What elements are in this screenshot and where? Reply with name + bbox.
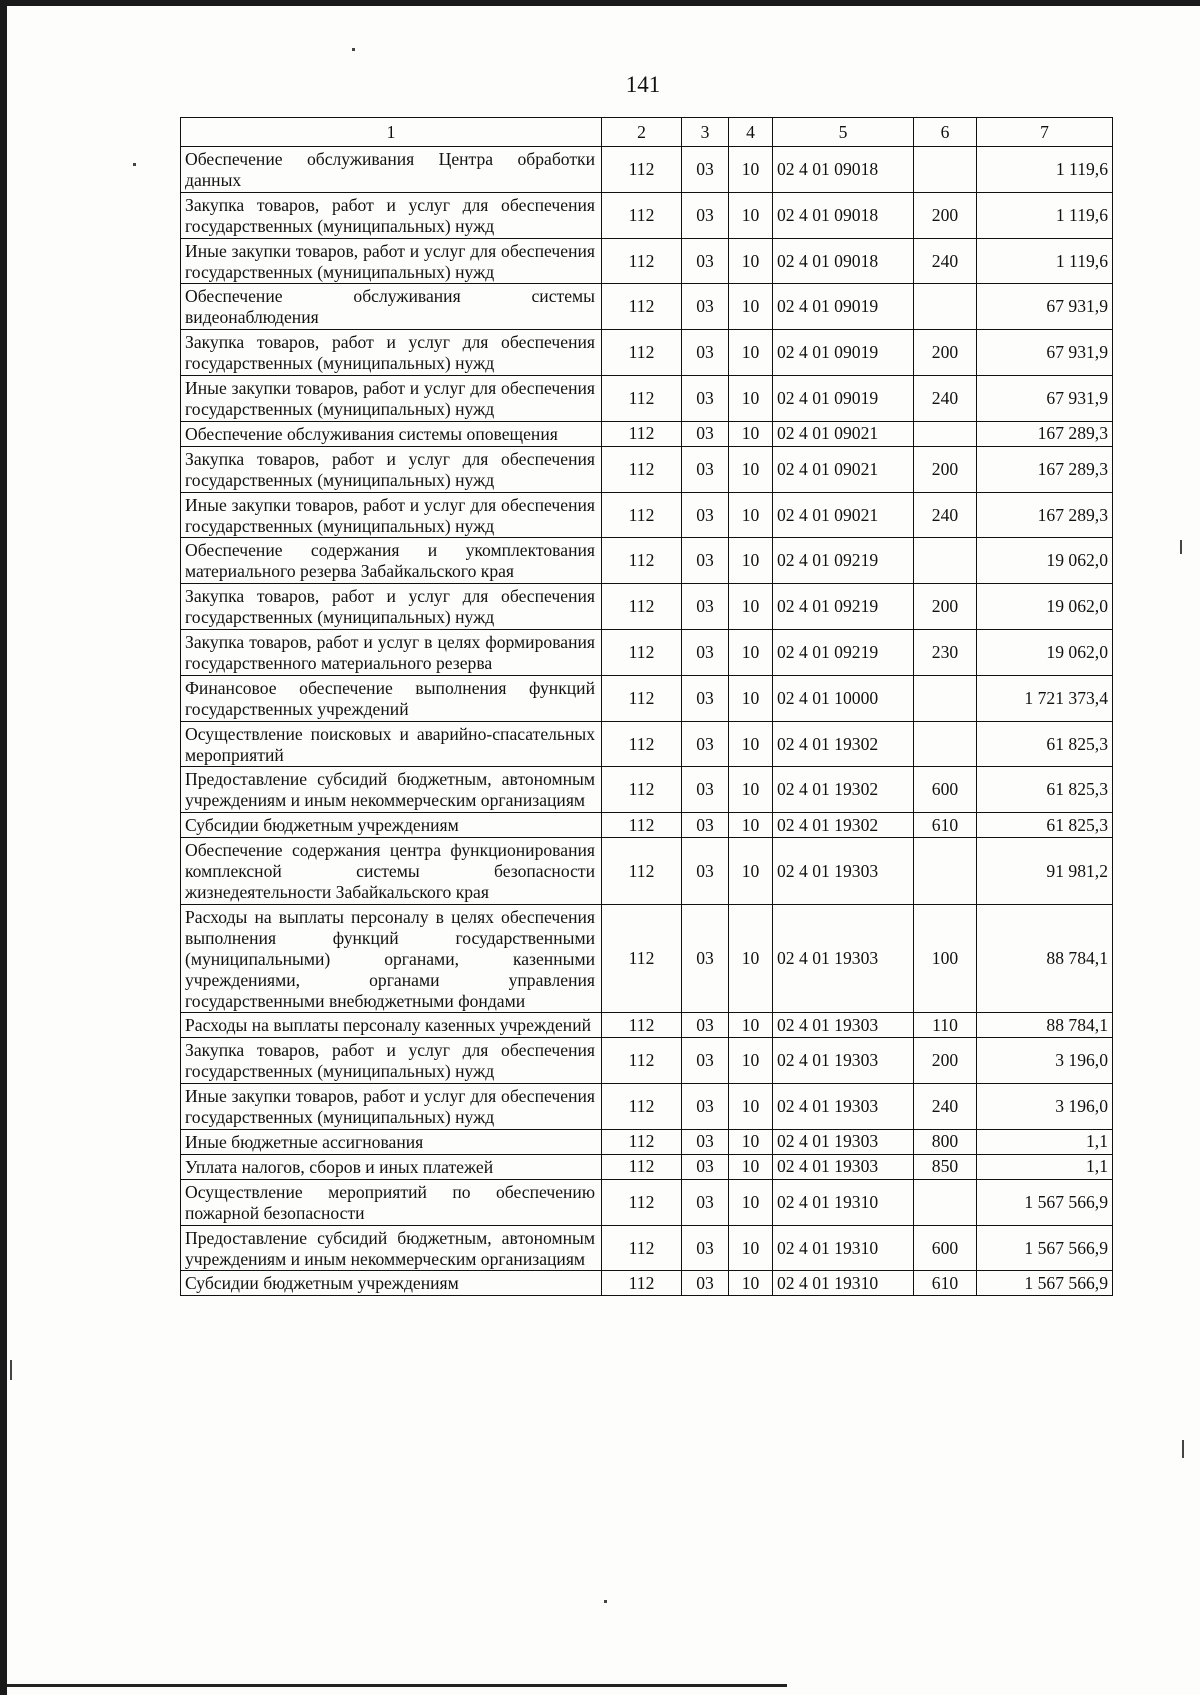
expense-type-cell: 240: [914, 238, 977, 284]
expense-type-cell: [914, 1179, 977, 1225]
expense-type-cell: 600: [914, 767, 977, 813]
expense-name-cell: Закупка товаров, работ и услуг для обеспечения государственных (муниципальных) нужд: [181, 192, 602, 238]
expense-name-cell: Уплата налогов, сборов и иных платежей: [181, 1154, 602, 1179]
expense-name-cell: Закупка товаров, работ и услуг для обеспечения государственных (муниципальных) нужд: [181, 330, 602, 376]
amount-cell: 3 196,0: [977, 1038, 1113, 1084]
table-row: [181, 492, 1113, 538]
amount-cell: 61 825,3: [977, 813, 1113, 838]
section-code-cell: 03: [682, 330, 729, 376]
department-code-cell: 112: [602, 904, 682, 1013]
scan-speck: [604, 1600, 607, 1603]
table-row: [181, 1271, 1113, 1296]
department-code-cell: 112: [602, 1179, 682, 1225]
target-article-cell: 02 4 01 09219: [773, 630, 914, 676]
table-row: [181, 838, 1113, 905]
amount-cell: 1 567 566,9: [977, 1225, 1113, 1271]
table-row: [181, 446, 1113, 492]
subsection-code-cell: 10: [729, 446, 773, 492]
expense-name-cell: Обеспечение обслуживания Центра обработки данных: [181, 147, 602, 193]
expense-name-cell: Обеспечение обслуживания системы оповещения: [181, 421, 602, 446]
amount-cell: 1 567 566,9: [977, 1179, 1113, 1225]
expense-name-cell: Субсидии бюджетным учреждениям: [181, 1271, 602, 1296]
expense-type-cell: 240: [914, 376, 977, 422]
column-header: 1: [181, 118, 602, 147]
subsection-code-cell: 10: [729, 767, 773, 813]
section-code-cell: 03: [682, 421, 729, 446]
department-code-cell: 112: [602, 538, 682, 584]
expense-type-cell: 200: [914, 330, 977, 376]
subsection-code-cell: 10: [729, 1038, 773, 1084]
target-article-cell: 02 4 01 10000: [773, 675, 914, 721]
scan-speck: [133, 163, 136, 166]
expense-name-cell: Обеспечение обслуживания системы видеонаблюдения: [181, 284, 602, 330]
department-code-cell: 112: [602, 1129, 682, 1154]
amount-cell: 1,1: [977, 1129, 1113, 1154]
scan-border-bottom: [7, 1684, 787, 1687]
expense-name-cell: Осуществление поисковых и аварийно-спасательных мероприятий: [181, 721, 602, 767]
department-code-cell: 112: [602, 147, 682, 193]
subsection-code-cell: 10: [729, 838, 773, 905]
expense-type-cell: [914, 675, 977, 721]
subsection-code-cell: 10: [729, 421, 773, 446]
expense-type-cell: [914, 284, 977, 330]
department-code-cell: 112: [602, 376, 682, 422]
table-row: [181, 767, 1113, 813]
subsection-code-cell: 10: [729, 1225, 773, 1271]
department-code-cell: 112: [602, 1013, 682, 1038]
table-row: [181, 1013, 1113, 1038]
column-header: 7: [977, 118, 1113, 147]
department-code-cell: 112: [602, 1038, 682, 1084]
department-code-cell: 112: [602, 675, 682, 721]
expense-type-cell: 200: [914, 584, 977, 630]
department-code-cell: 112: [602, 813, 682, 838]
target-article-cell: 02 4 01 19303: [773, 1154, 914, 1179]
expense-type-cell: 610: [914, 1271, 977, 1296]
page-number: 141: [625, 72, 661, 97]
subsection-code-cell: 10: [729, 147, 773, 193]
expense-type-cell: 240: [914, 1084, 977, 1130]
table-row: [181, 584, 1113, 630]
amount-cell: 1 119,6: [977, 192, 1113, 238]
target-article-cell: 02 4 01 19303: [773, 904, 914, 1013]
scan-border-top: [0, 0, 1200, 6]
expense-type-cell: 600: [914, 1225, 977, 1271]
target-article-cell: 02 4 01 19310: [773, 1271, 914, 1296]
expense-type-cell: 850: [914, 1154, 977, 1179]
department-code-cell: 112: [602, 192, 682, 238]
expense-name-cell: Закупка товаров, работ и услуг для обеспечения государственных (муниципальных) нужд: [181, 584, 602, 630]
subsection-code-cell: 10: [729, 192, 773, 238]
table-row: [181, 1154, 1113, 1179]
target-article-cell: 02 4 01 19303: [773, 1084, 914, 1130]
expense-type-cell: 240: [914, 492, 977, 538]
department-code-cell: 112: [602, 1154, 682, 1179]
amount-cell: 1 119,6: [977, 238, 1113, 284]
subsection-code-cell: 10: [729, 1154, 773, 1179]
column-header: 6: [914, 118, 977, 147]
target-article-cell: 02 4 01 09021: [773, 446, 914, 492]
scan-speck: [10, 1360, 12, 1380]
section-code-cell: 03: [682, 630, 729, 676]
department-code-cell: 112: [602, 721, 682, 767]
section-code-cell: 03: [682, 1154, 729, 1179]
target-article-cell: 02 4 01 09219: [773, 584, 914, 630]
target-article-cell: 02 4 01 09019: [773, 330, 914, 376]
column-header: 3: [682, 118, 729, 147]
department-code-cell: 112: [602, 284, 682, 330]
department-code-cell: 112: [602, 1225, 682, 1271]
subsection-code-cell: 10: [729, 1013, 773, 1038]
section-code-cell: 03: [682, 492, 729, 538]
expense-name-cell: Обеспечение содержания центра функционирования комплексной системы безопасности жизнедеятельности Забайкальского края: [181, 838, 602, 905]
amount-cell: 19 062,0: [977, 630, 1113, 676]
amount-cell: 61 825,3: [977, 721, 1113, 767]
scan-speck: [1182, 1440, 1184, 1458]
amount-cell: 167 289,3: [977, 421, 1113, 446]
expense-name-cell: Иные закупки товаров, работ и услуг для обеспечения государственных (муниципальных) нужд: [181, 1084, 602, 1130]
amount-cell: 1 119,6: [977, 147, 1113, 193]
amount-cell: 3 196,0: [977, 1084, 1113, 1130]
department-code-cell: 112: [602, 584, 682, 630]
section-code-cell: 03: [682, 813, 729, 838]
expense-name-cell: Иные закупки товаров, работ и услуг для обеспечения государственных (муниципальных) нужд: [181, 492, 602, 538]
department-code-cell: 112: [602, 330, 682, 376]
target-article-cell: 02 4 01 09018: [773, 238, 914, 284]
expense-type-cell: [914, 421, 977, 446]
expense-name-cell: Иные закупки товаров, работ и услуг для обеспечения государственных (муниципальных) нужд: [181, 376, 602, 422]
target-article-cell: 02 4 01 19303: [773, 1038, 914, 1084]
subsection-code-cell: 10: [729, 330, 773, 376]
amount-cell: 19 062,0: [977, 538, 1113, 584]
section-code-cell: 03: [682, 147, 729, 193]
target-article-cell: 02 4 01 19303: [773, 1013, 914, 1038]
subsection-code-cell: 10: [729, 721, 773, 767]
expense-name-cell: Иные закупки товаров, работ и услуг для обеспечения государственных (муниципальных) нужд: [181, 238, 602, 284]
department-code-cell: 112: [602, 238, 682, 284]
section-code-cell: 03: [682, 1084, 729, 1130]
table-row: [181, 538, 1113, 584]
table-row: [181, 1129, 1113, 1154]
target-article-cell: 02 4 01 19303: [773, 838, 914, 905]
amount-cell: 167 289,3: [977, 492, 1113, 538]
expense-name-cell: Расходы на выплаты персоналу казенных учреждений: [181, 1013, 602, 1038]
expense-type-cell: [914, 838, 977, 905]
expense-name-cell: Расходы на выплаты персоналу в целях обеспечения выполнения функций государственными (муниципальными) органами, казенными учреждениями, органами управления государственными внебюджетными фондами: [181, 904, 602, 1013]
amount-cell: 88 784,1: [977, 1013, 1113, 1038]
expense-type-cell: [914, 538, 977, 584]
table-row: [181, 192, 1113, 238]
table-row: [181, 376, 1113, 422]
expense-name-cell: Обеспечение содержания и укомплектования материального резерва Забайкальского края: [181, 538, 602, 584]
target-article-cell: 02 4 01 09021: [773, 421, 914, 446]
section-code-cell: 03: [682, 238, 729, 284]
table-row: [181, 147, 1113, 193]
target-article-cell: 02 4 01 09019: [773, 376, 914, 422]
target-article-cell: 02 4 01 09021: [773, 492, 914, 538]
expense-type-cell: 800: [914, 1129, 977, 1154]
expense-type-cell: 230: [914, 630, 977, 676]
expense-name-cell: Предоставление субсидий бюджетным, автономным учреждениям и иным некоммерческим организациям: [181, 767, 602, 813]
subsection-code-cell: 10: [729, 1129, 773, 1154]
table-row: [181, 330, 1113, 376]
amount-cell: 1 567 566,9: [977, 1271, 1113, 1296]
section-code-cell: 03: [682, 1129, 729, 1154]
table-row: [181, 813, 1113, 838]
budget-table: [180, 117, 1113, 1296]
subsection-code-cell: 10: [729, 630, 773, 676]
department-code-cell: 112: [602, 446, 682, 492]
subsection-code-cell: 10: [729, 1179, 773, 1225]
section-code-cell: 03: [682, 1179, 729, 1225]
target-article-cell: 02 4 01 19310: [773, 1225, 914, 1271]
amount-cell: 61 825,3: [977, 767, 1113, 813]
expense-type-cell: 610: [914, 813, 977, 838]
target-article-cell: 02 4 01 09219: [773, 538, 914, 584]
subsection-code-cell: 10: [729, 376, 773, 422]
expense-type-cell: 100: [914, 904, 977, 1013]
expense-name-cell: Финансовое обеспечение выполнения функций государственных учреждений: [181, 675, 602, 721]
section-code-cell: 03: [682, 767, 729, 813]
expense-type-cell: 110: [914, 1013, 977, 1038]
subsection-code-cell: 10: [729, 538, 773, 584]
subsection-code-cell: 10: [729, 1271, 773, 1296]
expense-type-cell: [914, 147, 977, 193]
department-code-cell: 112: [602, 492, 682, 538]
expense-name-cell: Закупка товаров, работ и услуг для обеспечения государственных (муниципальных) нужд: [181, 1038, 602, 1084]
section-code-cell: 03: [682, 376, 729, 422]
department-code-cell: 112: [602, 1084, 682, 1130]
department-code-cell: 112: [602, 767, 682, 813]
table-row: [181, 238, 1113, 284]
section-code-cell: 03: [682, 721, 729, 767]
section-code-cell: 03: [682, 584, 729, 630]
department-code-cell: 112: [602, 838, 682, 905]
target-article-cell: 02 4 01 19302: [773, 767, 914, 813]
subsection-code-cell: 10: [729, 584, 773, 630]
section-code-cell: 03: [682, 1038, 729, 1084]
amount-cell: 67 931,9: [977, 330, 1113, 376]
subsection-code-cell: 10: [729, 675, 773, 721]
expense-name-cell: Предоставление субсидий бюджетным, автономным учреждениям и иным некоммерческим организациям: [181, 1225, 602, 1271]
section-code-cell: 03: [682, 1013, 729, 1038]
section-code-cell: 03: [682, 446, 729, 492]
amount-cell: 1,1: [977, 1154, 1113, 1179]
expense-name-cell: Закупка товаров, работ и услуг в целях формирования государственного материального резерва: [181, 630, 602, 676]
section-code-cell: 03: [682, 1225, 729, 1271]
target-article-cell: 02 4 01 19302: [773, 813, 914, 838]
section-code-cell: 03: [682, 838, 729, 905]
scan-speck: [1180, 540, 1182, 554]
scan-border-left: [0, 0, 7, 1695]
column-header: 2: [602, 118, 682, 147]
table-row: [181, 630, 1113, 676]
department-code-cell: 112: [602, 421, 682, 446]
table-row: [181, 904, 1113, 1013]
amount-cell: 1 721 373,4: [977, 675, 1113, 721]
table-row: [181, 421, 1113, 446]
subsection-code-cell: 10: [729, 284, 773, 330]
table-row: [181, 284, 1113, 330]
section-code-cell: 03: [682, 1271, 729, 1296]
target-article-cell: 02 4 01 09019: [773, 284, 914, 330]
amount-cell: 91 981,2: [977, 838, 1113, 905]
table-row: [181, 721, 1113, 767]
expense-name-cell: Иные бюджетные ассигнования: [181, 1129, 602, 1154]
expense-type-cell: [914, 721, 977, 767]
section-code-cell: 03: [682, 192, 729, 238]
table-header-row: [181, 118, 1113, 147]
target-article-cell: 02 4 01 09018: [773, 147, 914, 193]
expense-type-cell: 200: [914, 446, 977, 492]
section-code-cell: 03: [682, 284, 729, 330]
scan-speck: [352, 48, 355, 51]
column-header: 4: [729, 118, 773, 147]
expense-name-cell: Осуществление мероприятий по обеспечению пожарной безопасности: [181, 1179, 602, 1225]
expense-type-cell: 200: [914, 1038, 977, 1084]
subsection-code-cell: 10: [729, 238, 773, 284]
target-article-cell: 02 4 01 19310: [773, 1179, 914, 1225]
subsection-code-cell: 10: [729, 492, 773, 538]
column-header: 5: [773, 118, 914, 147]
amount-cell: 19 062,0: [977, 584, 1113, 630]
expense-type-cell: 200: [914, 192, 977, 238]
subsection-code-cell: 10: [729, 1084, 773, 1130]
target-article-cell: 02 4 01 09018: [773, 192, 914, 238]
subsection-code-cell: 10: [729, 904, 773, 1013]
table-row: [181, 675, 1113, 721]
target-article-cell: 02 4 01 19303: [773, 1129, 914, 1154]
amount-cell: 67 931,9: [977, 376, 1113, 422]
expense-name-cell: Субсидии бюджетным учреждениям: [181, 813, 602, 838]
amount-cell: 67 931,9: [977, 284, 1113, 330]
amount-cell: 167 289,3: [977, 446, 1113, 492]
section-code-cell: 03: [682, 538, 729, 584]
expense-name-cell: Закупка товаров, работ и услуг для обеспечения государственных (муниципальных) нужд: [181, 446, 602, 492]
section-code-cell: 03: [682, 904, 729, 1013]
table-row: [181, 1179, 1113, 1225]
amount-cell: 88 784,1: [977, 904, 1113, 1013]
table-row: [181, 1084, 1113, 1130]
department-code-cell: 112: [602, 1271, 682, 1296]
table-row: [181, 1225, 1113, 1271]
section-code-cell: 03: [682, 675, 729, 721]
department-code-cell: 112: [602, 630, 682, 676]
target-article-cell: 02 4 01 19302: [773, 721, 914, 767]
table-row: [181, 1038, 1113, 1084]
subsection-code-cell: 10: [729, 813, 773, 838]
